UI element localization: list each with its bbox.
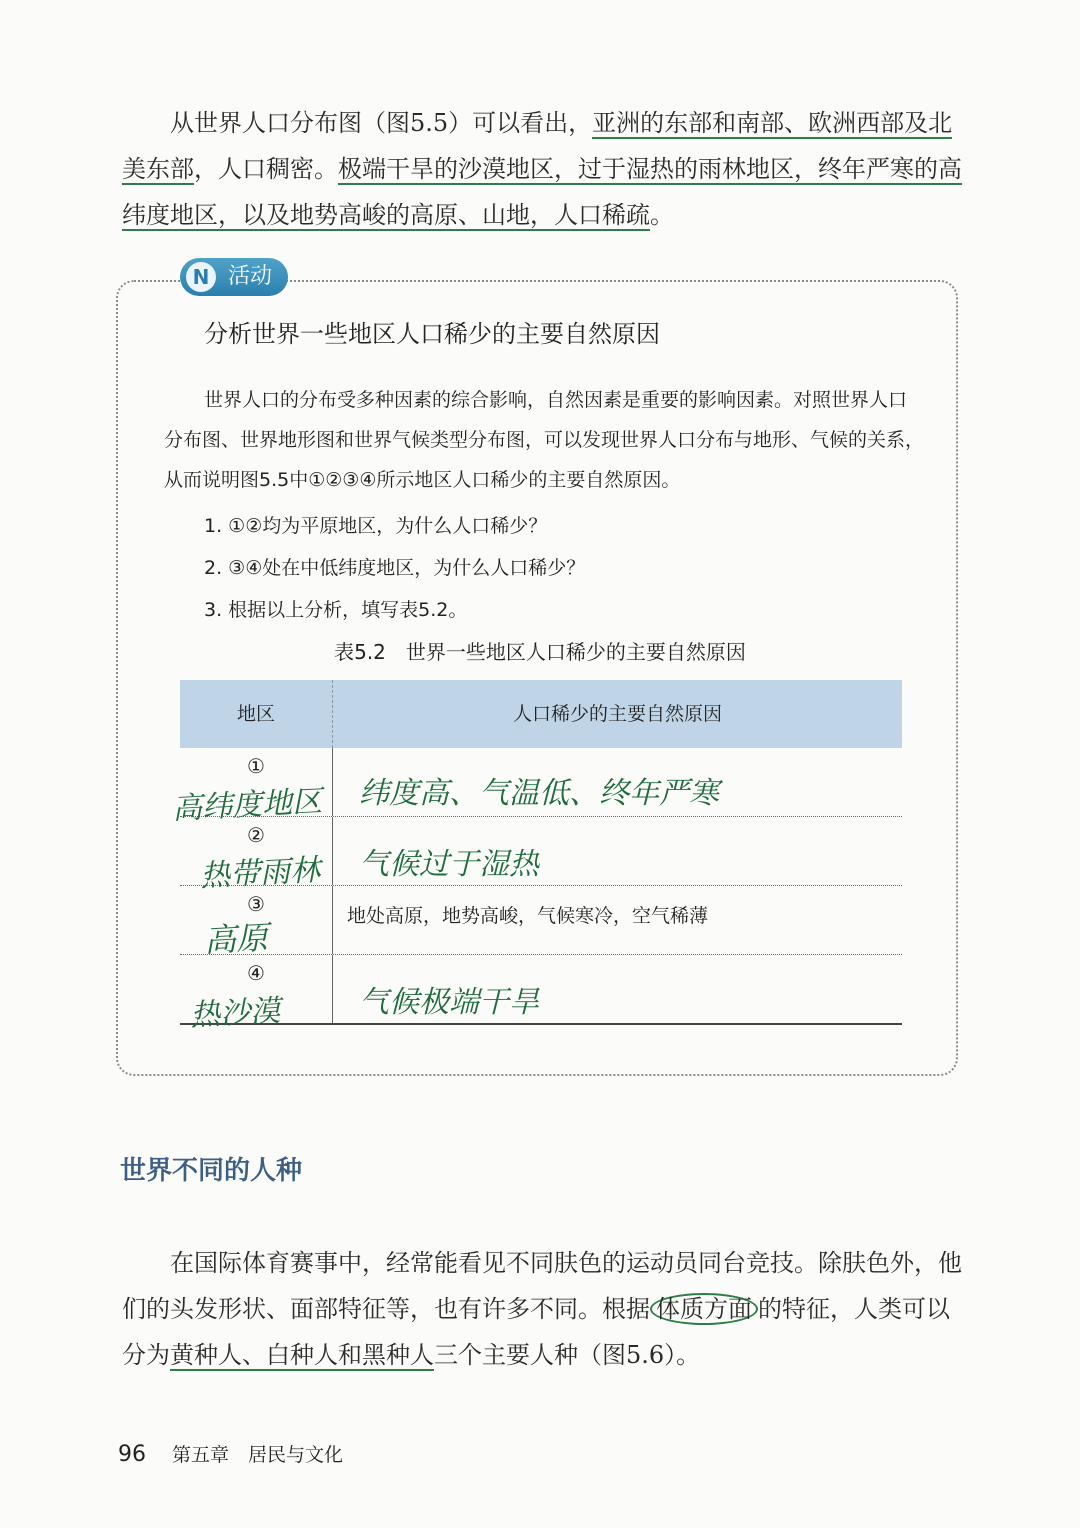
section-text-2: 的特征，人类可以分为: [122, 1295, 950, 1369]
region-mark: ③: [180, 886, 333, 954]
reason-cell[interactable]: [333, 748, 902, 816]
region-mark: ①: [180, 748, 333, 816]
handwritten-region-2: 热带雨林: [199, 852, 322, 895]
intro-paragraph: [122, 100, 962, 238]
region-mark: ④: [180, 955, 333, 1023]
intro-text-2: ，人口稠密。: [194, 155, 338, 183]
section-paragraph: [122, 1240, 962, 1378]
reason-text: 地处高原，地势高峻，气候寒冷，空气稀薄: [347, 905, 709, 927]
region-mark: ②: [180, 817, 333, 885]
section-text-1: 在国际体育赛事中，经常能看见不同肤色的运动员同台竞技。除肤色外，他们的头发形状、面部特征等，也有许多不同。根据: [122, 1249, 962, 1323]
handwritten-region-4: 热沙漠: [189, 993, 282, 1034]
page-number: 96: [118, 1442, 146, 1467]
handwritten-reason: 纬度高、气温低、终年严寒: [359, 776, 719, 811]
header-region: 地区: [180, 680, 333, 748]
section-title: 世界不同的人种: [120, 1156, 303, 1186]
section-text-3: 三个主要人种（图5.6）。: [434, 1341, 701, 1369]
activity-title: 分析世界一些地区人口稀少的主要自然原因: [204, 320, 660, 348]
activity-text: 世界人口的分布受多种因素的综合影响，自然因素是重要的影响因素。对照世界人口分布图、世界地形图和世界气候类型分布图，可以发现世界人口分布与地形、气候的关系，从而说明图5.5中①②③④所示地区人口稀少的主要自然原因。: [164, 389, 925, 491]
reason-cell[interactable]: [333, 955, 902, 1023]
section-highlight: 黄种人、白种人和黑种人: [170, 1341, 434, 1369]
intro-highlight-1: 亚洲的东部和南部、欧洲西部及北美东部: [122, 109, 953, 183]
intro-highlight-2: 极端干旱的沙漠地区，过于湿热的雨林地区，终年严寒的高纬度地区，以及地势高峻的高原、山地，人口稀疏: [122, 155, 962, 229]
header-reason: 人口稀少的主要自然原因: [512, 703, 722, 725]
handwritten-reason: 气候过于湿热: [359, 847, 539, 882]
activity-icon: N: [186, 262, 216, 292]
activity-badge: [180, 258, 288, 296]
handwritten-region-3: 高原: [203, 918, 270, 960]
reason-cell[interactable]: [333, 817, 902, 885]
table-caption: 表5.2 世界一些地区人口稀少的主要自然原因: [334, 640, 746, 664]
intro-text-1: 从世界人口分布图（图5.5）可以看出，: [170, 109, 593, 137]
section-circled: 体质方面: [650, 1293, 758, 1325]
question-1: 1. ①②均为平原地区，为什么人口稀少？: [204, 515, 548, 537]
handwritten-reason: 气候极端干旱: [359, 985, 539, 1020]
table-row: [180, 886, 902, 955]
page-footer: [118, 1440, 343, 1467]
activity-badge-label: 活动: [228, 264, 273, 289]
intro-text-3: 。: [650, 201, 674, 229]
table-header: [180, 680, 902, 748]
handwritten-region-1: 高纬度地区: [171, 784, 323, 827]
table-row: [180, 955, 902, 1025]
question-3: 3. 根据以上分析，填写表5.2。: [204, 599, 468, 621]
reason-cell[interactable]: [333, 886, 902, 954]
question-2: 2. ③④处在中低纬度地区，为什么人口稀少？: [204, 557, 586, 579]
chapter-title: 第五章 居民与文化: [172, 1444, 344, 1466]
